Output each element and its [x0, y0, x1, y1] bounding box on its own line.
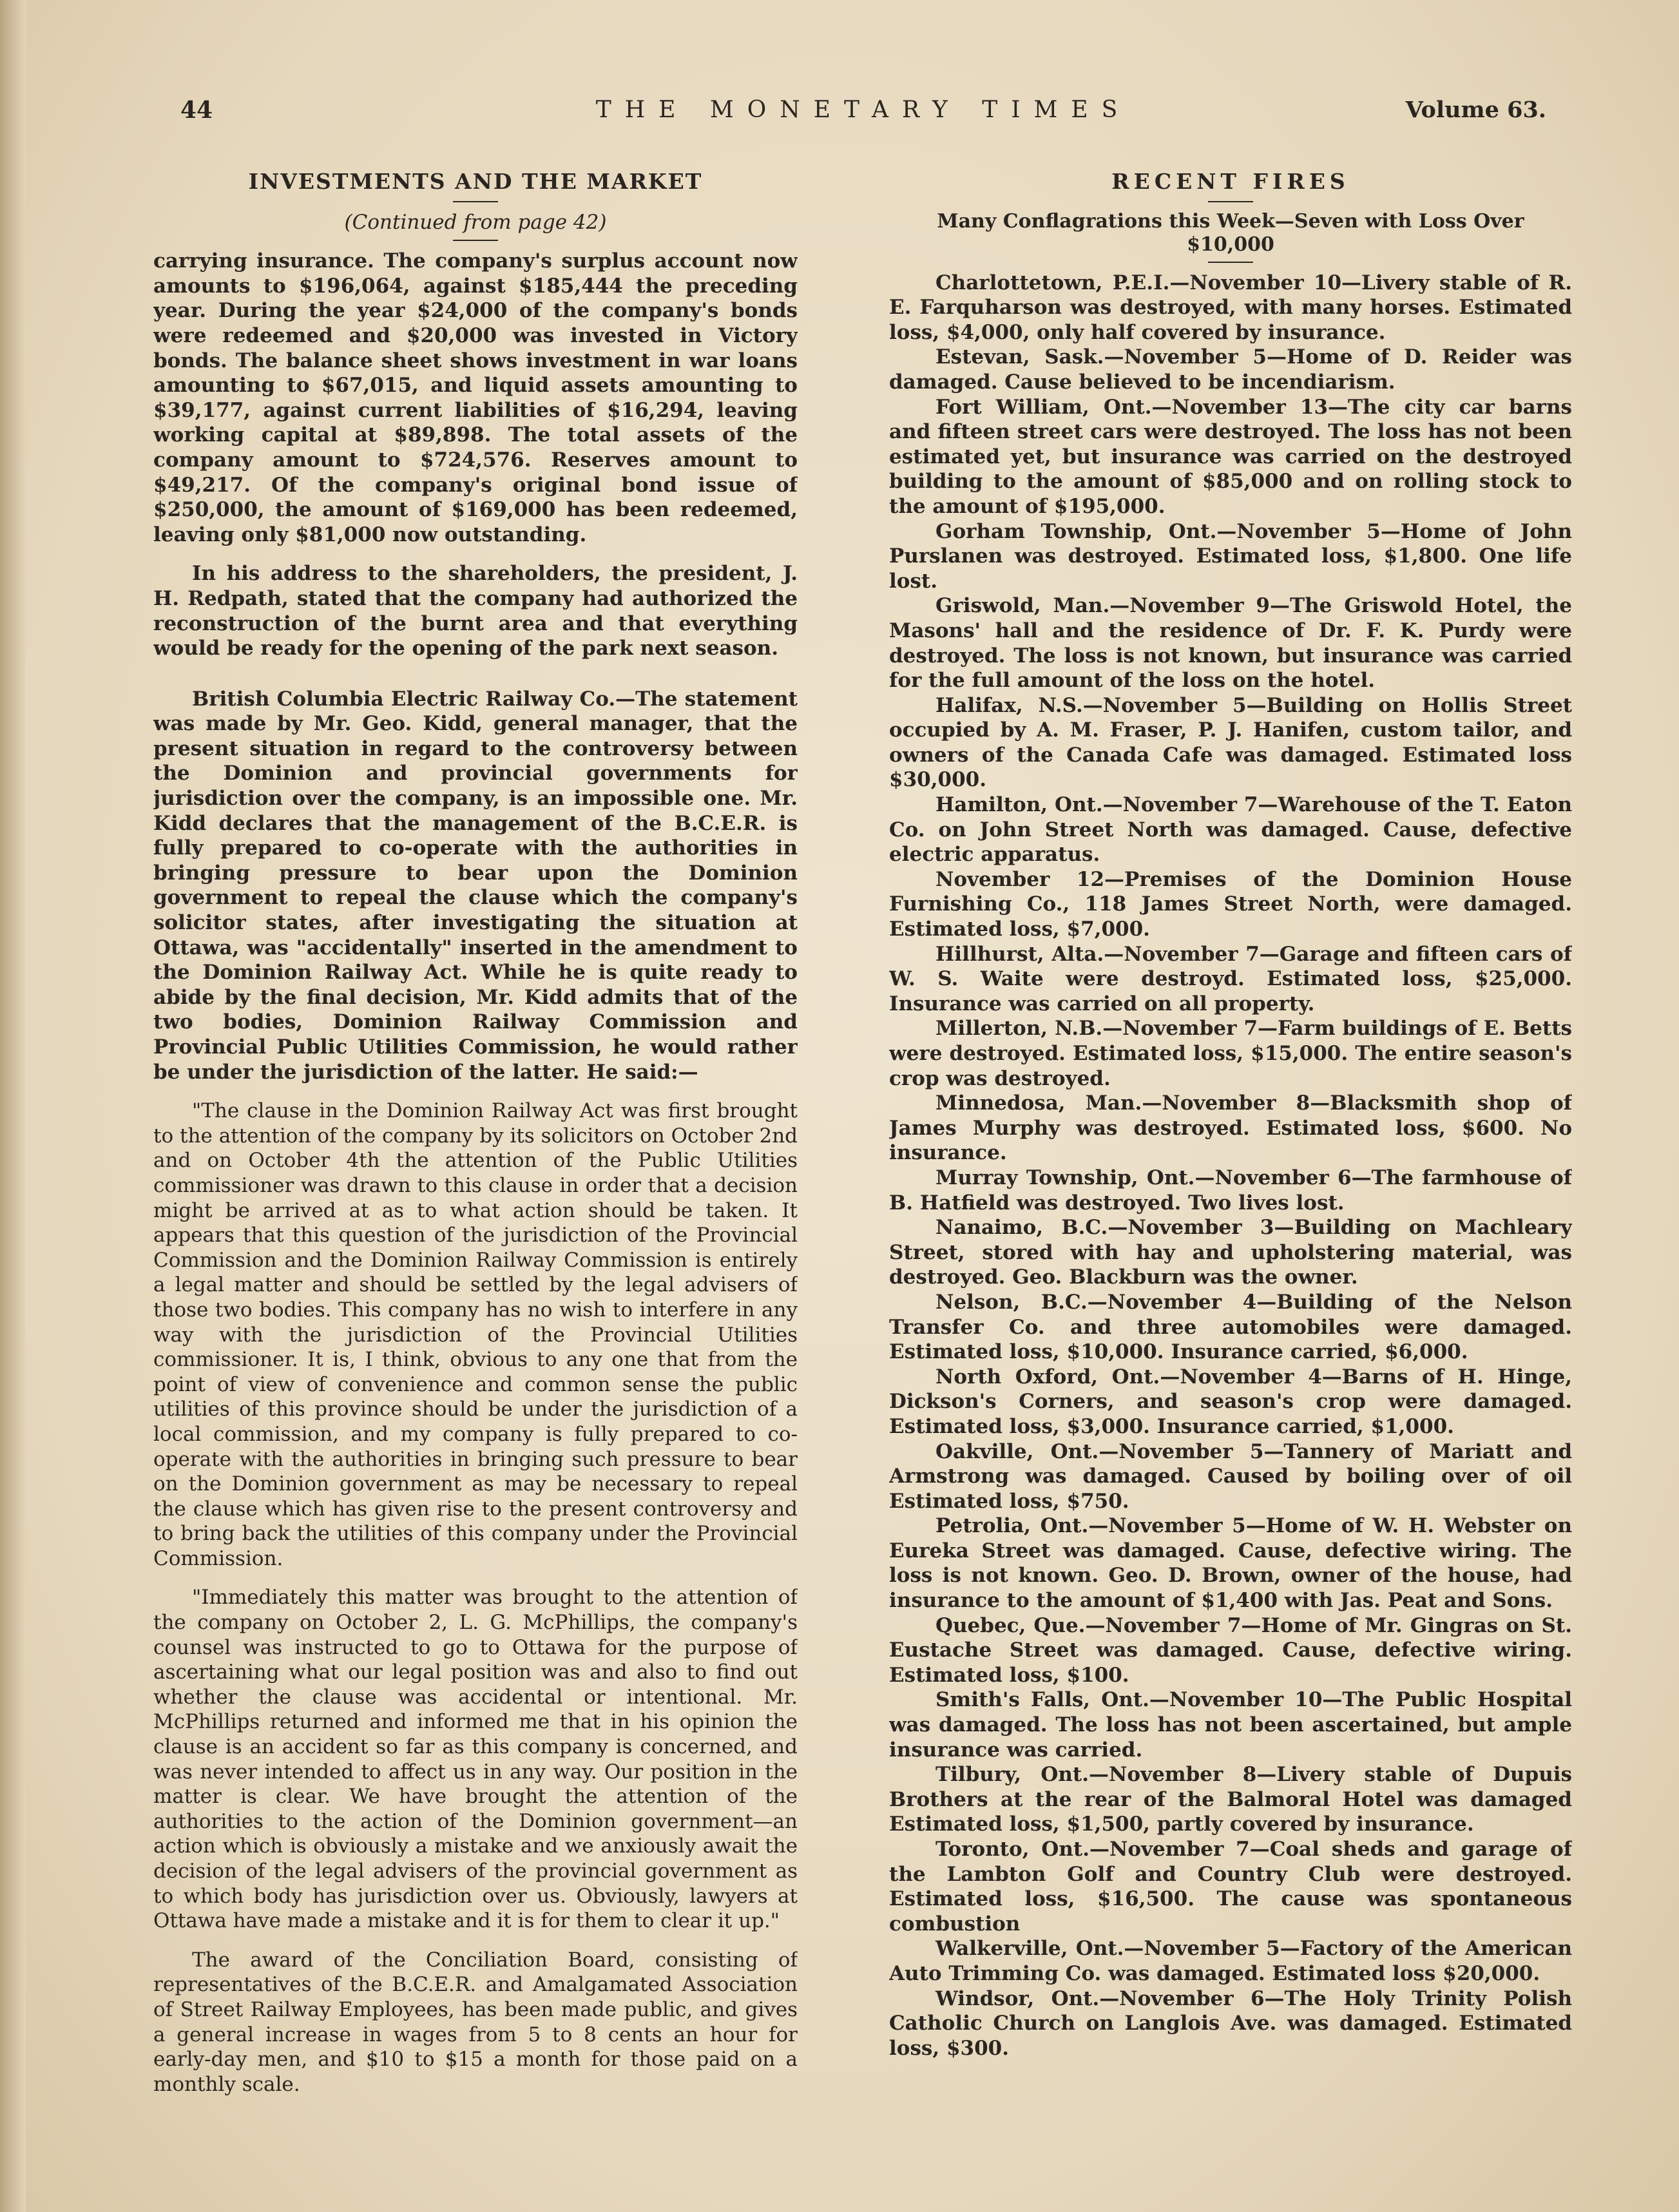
bcer-lead: British Columbia Electric Railway Co. [192, 687, 616, 711]
fire-description: —November 3—Building on Machleary Street, stored with hay and upholstering material, was destroyed. Geo. Blackburn was the owner. [889, 1216, 1572, 1289]
right-column [889, 164, 1572, 2142]
bcer-text: —The statement was made by Mr. Geo. Kidd, general manager, that the present situation in regard to the controversy between the Dominion and provincial governments for jurisdiction over the company, is an impossible one. Mr. Kidd declares that the management of the B.C.E.R. is fully prepared to co-operate with the authorities in bringing pressure to bear upon the Dominion government to repeal the clause which the company's solicitor states, after investigating the situation at Ottawa, was "accidentally" inserted in the amendment to the Dominion Railway Act. While he is quite ready to abide by the final decision, Mr. Kidd admits that of the two bodies, Dominion Railway Commission and Provincial Public Utilities Commission, he would rather be under the jurisdiction of the latter. He said:— [153, 687, 798, 1084]
fire-location: Walkerville, Ont. [935, 1937, 1124, 1961]
fire-description: —November 8—Blacksmith shop of James Murphy was destroyed. Estimated loss, $600. No insurance. [889, 1092, 1572, 1165]
left-column [153, 164, 798, 2142]
fire-entry [889, 395, 1572, 519]
fire-location: Nanaimo, B.C. [935, 1216, 1108, 1240]
fire-description: —November 5—Factory of the American Auto Trimming Co. was damaged. Estimated loss $20,000. [889, 1937, 1572, 1985]
fire-description: —November 5—Home of John Purslanen was destroyed. Estimated loss, $1,800. One life lost. [889, 519, 1572, 593]
fire-location: Hillhurst, Alta. [935, 942, 1104, 966]
fire-entry [889, 1688, 1572, 1762]
fire-description: —November 7—Coal sheds and garage of the Lambton Golf and Country Club were destroyed. Estimated loss, $16,500. The cause was spontaneous combustion [889, 1838, 1572, 1936]
fire-description: —November 6—The Holy Trinity Polish Catholic Church on Langlois Ave. was damaged. Estimated loss, $300. [889, 1986, 1572, 2060]
fire-entry [889, 793, 1572, 867]
fire-description: —November 8—Livery stable of Dupuis Brothers at the rear of the Balmoral Hotel was damaged Estimated loss, $1,500, partly covered by insurance. [889, 1763, 1572, 1836]
fire-description: —November 4—Barns of H. Hinge, Dickson's Corners, and season's crop were damaged. Estimated loss, $3,000. Insurance carried, $1,000. [889, 1365, 1572, 1438]
title-rule [1208, 201, 1253, 202]
quote-second: "Immediately this matter was brought to the attention of the company on October 2, L. G. McPhillips, the company's counsel was instructed to go to Ottawa for the purpose of ascertaining what our legal position was and also to find out whether the clause was accidental or intentional. Mr. McPhillips returned and informed me that in his opinion the clause is an accident so far as this company is concerned, and was never intended to affect us in any way. Our position in the matter is clear. We have brought the attention of the authorities to the action of the Dominion government—an action which is obviously a mistake and we anxiously await the decision of the legal advisers of the provincial government as to which body has jurisdiction over us. Obviously, lawyers at Ottawa have made a mistake and it is for them to clear it up." [153, 1586, 798, 1933]
fire-description: —November 7—Warehouse of the T. Eaton Co. on John Street North was damaged. Cause, defective electric apparatus. [889, 793, 1572, 867]
fire-location: Windsor, Ont. [935, 1986, 1100, 2010]
fire-entry [889, 345, 1572, 394]
fire-entry [889, 942, 1572, 1017]
section-title-recent-fires: RECENT FIRES [1111, 169, 1350, 194]
fire-entry [889, 271, 1572, 345]
fire-location: Griswold, Man. [935, 594, 1110, 618]
fire-description: —November 5—Tannery of Mariatt and Armstrong was damaged. Caused by boiling over of oil Estimated loss, $750. [889, 1439, 1572, 1513]
continued-note: (Continued from page 42) [344, 210, 607, 234]
fire-description: —November 7—Farm buildings of E. Betts were destroyed. Estimated loss, $15,000. The entire season's crop was destroyed. [889, 1017, 1572, 1090]
fire-entry [889, 867, 1572, 942]
fire-entry [889, 1986, 1572, 2061]
title-rule [453, 201, 498, 202]
fire-entry [889, 593, 1572, 693]
fire-entry [889, 1762, 1572, 1837]
fire-description: —November 10—Livery stable of R. E. Farquharson was destroyed, with many horses. Estimated loss, $4,000, only half covered by insurance. [889, 271, 1572, 344]
fire-location: Murray Township, Ont. [935, 1166, 1195, 1189]
fire-description: —November 5—Home of D. Reider was damaged. Cause believed to be incendiarism. [889, 345, 1572, 394]
fire-location: Toronto, Ont. [935, 1838, 1090, 1861]
fire-location: Smith's Falls, Ont. [935, 1688, 1149, 1712]
fire-location: Hamilton, Ont. [935, 793, 1103, 817]
fire-description: —November 6—The farmhouse of B. Hatfield was destroyed. Two lives lost. [889, 1166, 1572, 1215]
paragraph-carrying-insurance: carrying insurance. The company's surplus account now amounts to $196,064, against $185,444 the preceding year. During the year $24,000 of the company's bonds were redeemed and $20,000 was invested in Victory bonds. The balance sheet shows investment in war loans amounting to $67,015, and liquid assets amounting to $39,177, against current liabilities of $16,294, leaving working capital at $89,898. The total assets of the company amount to $724,576. Reserves amount to $49,217. Of the company's original bond issue of $250,000, the amount of $169,000 has been redeemed, leaving only $81,000 now outstanding. [153, 249, 798, 546]
fire-description: —November 7—Home of Mr. Gingras on St. Eustache Street was damaged. Cause, defective wiring. Estimated loss, $100. [889, 1613, 1572, 1687]
fire-location: Petrolia, Ont. [935, 1514, 1089, 1538]
fire-entry [889, 1936, 1572, 1986]
fire-entry [889, 693, 1572, 793]
fire-entry [889, 1091, 1572, 1166]
fire-entry [889, 1166, 1572, 1215]
fire-location: Oakville, Ont. [935, 1439, 1099, 1463]
fire-entry [889, 1290, 1572, 1365]
fires-subtitle: Many Conflagrations this Week—Seven with Loss Over $10,000 [937, 209, 1524, 256]
fire-description: November 12—Premises of the Dominion House Furnishing Co., 118 James Street North, were damaged. Estimated loss, $7,000. [889, 867, 1572, 941]
fire-description: —November 9—The Griswold Hotel, the Masons' hall and the residence of Dr. F. K. Purdy were destroyed. The loss is not known, but insurance was carried for the full amount of the loss on the hotel. [889, 594, 1572, 693]
binding-edge [0, 0, 26, 2212]
fire-entry [889, 1613, 1572, 1688]
fire-location: Charlottetown, P.E.I. [935, 271, 1170, 294]
fire-description: —November 5—Home of W. H. Webster on Eureka Street was damaged. Cause, defective wiring. The loss is not known. Geo. D. Brown, owner of the house, had insurance to the amount of $1,400 with Jas. Peat and Sons. [889, 1514, 1572, 1613]
paragraph-bcer [153, 687, 798, 1085]
fire-location: Tilbury, Ont. [935, 1763, 1089, 1787]
fire-entry [889, 1514, 1572, 1613]
fire-description: —November 13—The city car barns and fifteen street cars were destroyed. The loss has not been estimated yet, but insurance was carried on the destroyed building to the amount of $85,000 and on rolling stock to the amount of $195,000. [889, 395, 1572, 518]
fire-location: Estevan, Sask. [935, 345, 1104, 369]
fire-entry [889, 1365, 1572, 1439]
fire-description: —November 7—Garage and fifteen cars of W. S. Waite were destroyd. Estimated loss, $25,000. Insurance was carried on all property. [889, 942, 1572, 1015]
fire-entry [889, 1016, 1572, 1091]
running-head [180, 97, 1546, 135]
fire-location: Minnedosa, Man. [935, 1092, 1142, 1115]
fire-location: North Oxford, Ont. [935, 1365, 1160, 1389]
fires-list [889, 271, 1572, 2061]
fire-description: —November 5—Building on Hollis Street occupied by A. M. Fraser, P. J. Hanifen, custom tailor, and owners of the Canada Cafe was damaged. Estimated loss $30,000. [889, 693, 1572, 792]
volume-label: Volume 63. [1405, 97, 1546, 123]
paragraph-redpath: In his address to the shareholders, the president, J. H. Redpath, stated that the company had authorized the reconstruction of the burnt area and that everything would be ready for the opening of the park next season. [153, 562, 798, 660]
masthead: THE MONETARY TIMES [595, 97, 1131, 123]
paragraph-conciliation: The award of the Conciliation Board, consisting of representatives of the B.C.E.R. and Amalgamated Association of Street Railway Employees, has been made public, and gives a general increase in wages from 5 to 8 cents an hour for early-day men, and $10 to $15 a month for those paid on a monthly scale. [153, 1948, 798, 2096]
fire-location: Nelson, B.C. [935, 1290, 1088, 1314]
fire-location: Millerton, N.B. [935, 1017, 1103, 1041]
fire-entry [889, 1439, 1572, 1514]
fire-location: Quebec, Que. [935, 1613, 1086, 1637]
fire-location: Gorham Township, Ont. [935, 519, 1217, 543]
section-title-investments: INVESTMENTS AND THE MARKET [248, 169, 703, 194]
continued-rule [453, 240, 498, 241]
quote-first: "The clause in the Dominion Railway Act was first brought to the attention of the company by its solicitors on October 2nd and on October 4th the attention of the Public Utilities commissioner was drawn to this clause in order that a decision might be arrived at as to what action should be taken. It appears that this question of the jurisdiction of the Provincial Commission and the Dominion Railway Commission is entirely a legal matter and should be settled by the legal advisers of those two bodies. This company has no wish to interfere in any way with the jurisdiction of the Provincial Utilities commissioner. It is, I think, obvious to any one that from the point of view of convenience and common sense the public utilities of this province should be under the jurisdiction of a local commission, and my company is fully prepared to co-operate with the authorities in bringing such pressure to bear on the Dominion government as may be necessary to repeal the clause which has given rise to the present controversy and to bring back the utilities of this company under the Provincial Commission. [153, 1099, 798, 1570]
fire-description: —November 4—Building of the Nelson Transfer Co. and three automobiles were damaged. Estimated loss, $10,000. Insurance carried, $6,000. [889, 1290, 1572, 1364]
fire-entry [889, 1215, 1572, 1290]
fire-description: —November 10—The Public Hospital was damaged. The loss has not been ascertained, but ample insurance was carried. [889, 1688, 1572, 1762]
fire-location: Fort William, Ont. [935, 395, 1152, 419]
subtitle-rule [1208, 262, 1253, 263]
fire-entry [889, 1837, 1572, 1936]
page-number: 44 [180, 97, 213, 124]
fire-entry [889, 519, 1572, 594]
fire-location: Halifax, N.S. [935, 693, 1083, 717]
